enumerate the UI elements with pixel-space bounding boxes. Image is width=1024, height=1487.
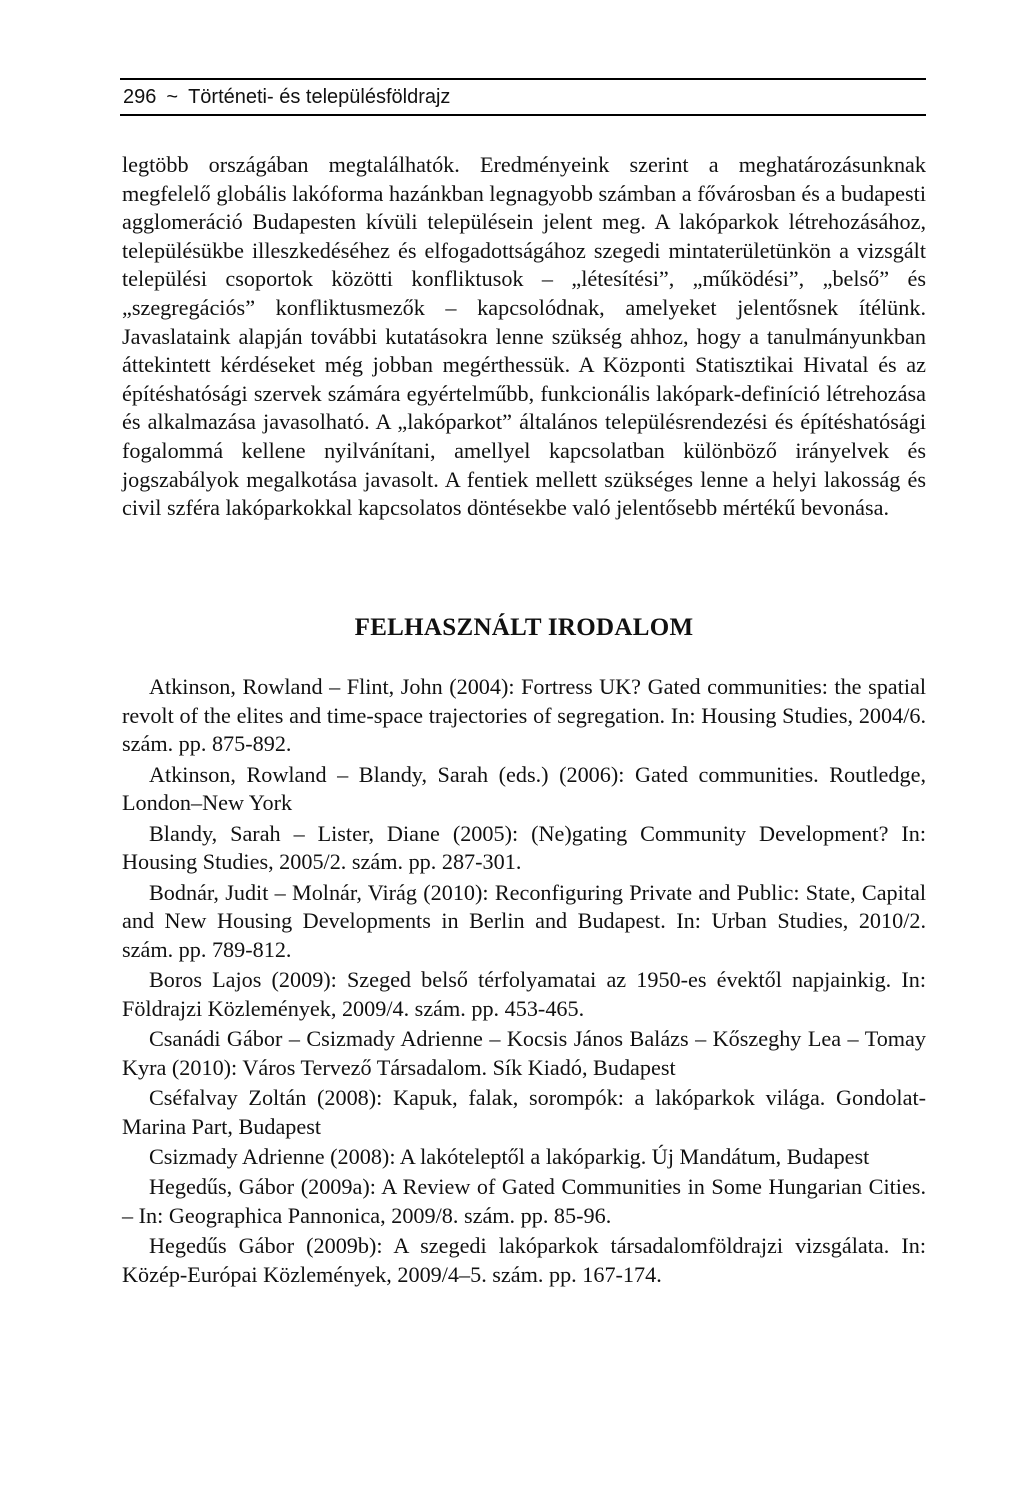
body-paragraph: legtöbb országában megtalálhatók. Eredményeink szerint a meghatározásunknak megfelelő globális lakóforma hazánkban legnagyobb számban a fővárosban és a budapesti agglomeráció Budapesten kívüli településein jelent meg. A lakóparkok létrehozásához, településükbe illeszkedéséhez és elfogadottságához szegedi mintaterületünkön a vizsgált települési csoportok közötti konfliktusok – „létesítési”, „működési”, „belső” és „szegregációs” konfliktusmezők – kapcsolódnak, amelyeket jelentősnek ítélünk. Javaslataink alapján további kutatásokra lenne szükség ahhoz, hogy a tanulmányunkban áttekintett kérdéseket még jobban megérthessük. A Központi Statisztikai Hivatal és az építéshatósági szervek számára egyértelműbb, funkcionális lakópark-definíció létrehozása és alkalmazása javasolható. A „lakóparkot” általános településrendezési és építéshatósági fogalommá kellene nyilvánítani, amellyel kapcsolatban különböző irányelvek és jogszabályok megalkotása javasolt. A fentiek mellett szükséges lenne a helyi lakosság és civil szféra lakóparkokkal kapcsolatos döntésekbe való jelentősebb mértékű bevonása. (122, 152, 926, 521)
reference-item: Csizmady Adrienne (2008): A lakóteleptől a lakóparkig. Új Mandátum, Budapest (149, 1144, 870, 1170)
reference-item: Atkinson, Rowland – Blandy, Sarah (eds.) (2006): Gated communities. Routledge, London–New York (122, 761, 926, 816)
page-number: 296 (123, 86, 157, 108)
reference-item: Cséfalvay Zoltán (2008): Kapuk, falak, sorompók: a lakóparkok világa. Gondolat-Marina Part, Budapest (122, 1085, 926, 1139)
section-title: FELHASZNÁLT IRODALOM (354, 614, 694, 641)
reference-item: Bodnár, Judit – Molnár, Virág (2010): Reconfiguring Private and Public: State, Capital and New Housing Developments in Berlin and Budapest. In: Urban Studies, 2010/2. szám. pp. 789-812. (122, 879, 926, 962)
header-separator: ~ (166, 86, 179, 108)
reference-list (122, 673, 926, 1291)
reference-item: Boros Lajos (2009): Szeged belső térfolyamatai az 1950-es évektől napjainkig. In: Földrajzi Közlemények, 2009/4. szám. pp. 453-465. (122, 967, 926, 1021)
reference-item: Csanádi Gábor – Csizmady Adrienne – Kocsis János Balázs – Kőszeghy Lea – Tomay Kyra (2010): Város Tervező Társadalom. Sík Kiadó, Budapest (122, 1026, 926, 1080)
running-header (120, 78, 926, 116)
running-title: Történeti- és településföldrajz (188, 86, 451, 108)
reference-item: Atkinson, Rowland – Flint, John (2004): Fortress UK? Gated communities: the spatial revolt of the elites and time-space trajectories of segregation. In: Housing Studies, 2004/6. szám. pp. 875-892. (122, 674, 926, 757)
reference-item: Hegedűs, Gábor (2009a): A Review of Gated Communities in Some Hungarian Cities. – In: Geographica Pannonica, 2009/8. szám. pp. 85-96. (122, 1174, 926, 1229)
reference-item: Blandy, Sarah – Lister, Diane (2005): (Ne)gating Community Development? In: Housing Studies, 2005/2. szám. pp. 287-301. (122, 820, 926, 875)
reference-item: Hegedűs Gábor (2009b): A szegedi lakóparkok társadalomföldrajzi vizsgálata. In: Közép-Európai Közlemények, 2009/4–5. szám. pp. 167-174. (122, 1233, 926, 1288)
